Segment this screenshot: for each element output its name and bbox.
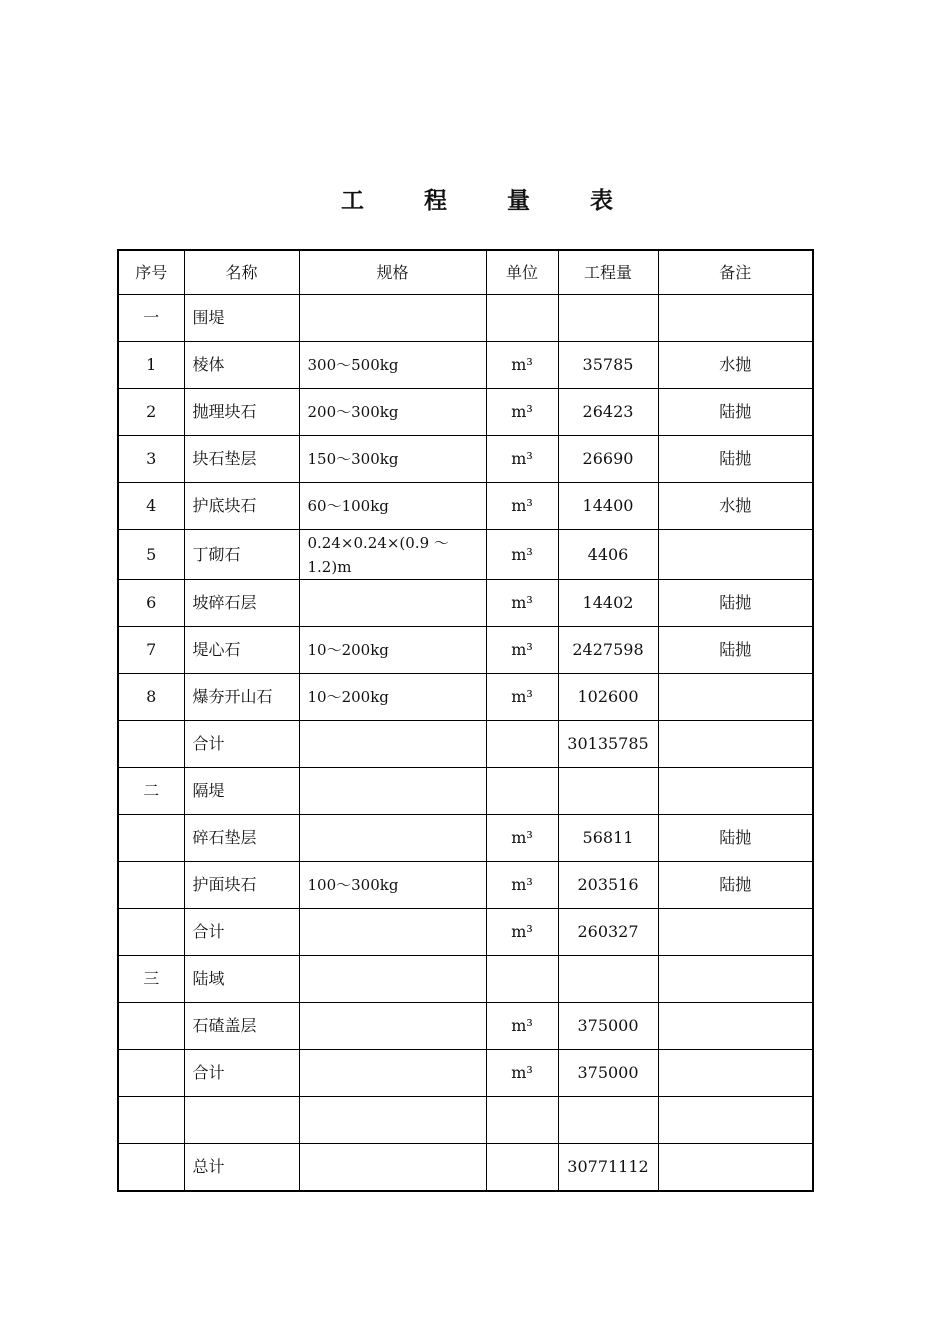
- cell-unit: m³: [486, 342, 558, 389]
- cell-unit: m³: [486, 389, 558, 436]
- cell-unit: [486, 768, 558, 815]
- table-row: [118, 1003, 813, 1050]
- table-row: [118, 342, 813, 389]
- cell-spec: [299, 1144, 486, 1192]
- header-unit: 单位: [486, 250, 558, 295]
- cell-quantity: 14400: [558, 483, 658, 530]
- table-header-row: [118, 250, 813, 295]
- cell-quantity: [558, 768, 658, 815]
- table-row: [118, 815, 813, 862]
- cell-unit: m³: [486, 909, 558, 956]
- cell-name: 石碴盖层: [184, 1003, 299, 1050]
- header-no: 序号: [118, 250, 184, 295]
- cell-name: 坡碎石层: [184, 580, 299, 627]
- cell-spec: 60～100kg: [299, 483, 486, 530]
- cell-name: 抛理块石: [184, 389, 299, 436]
- cell-note: [658, 674, 813, 721]
- table-row: [118, 627, 813, 674]
- table-row: [118, 956, 813, 1003]
- table-row: [118, 909, 813, 956]
- cell-unit: [486, 1144, 558, 1192]
- cell-note: [658, 721, 813, 768]
- cell-name: 棱体: [184, 342, 299, 389]
- table-row: [118, 721, 813, 768]
- table-row: [118, 483, 813, 530]
- cell-no: [118, 721, 184, 768]
- cell-note: [658, 530, 813, 580]
- cell-unit: m³: [486, 483, 558, 530]
- cell-name: 碎石垫层: [184, 815, 299, 862]
- cell-spec: 100～300kg: [299, 862, 486, 909]
- cell-spec: [299, 580, 486, 627]
- cell-spec: 10～200kg: [299, 674, 486, 721]
- cell-no: [118, 1144, 184, 1192]
- cell-no: 2: [118, 389, 184, 436]
- header-quantity: 工程量: [558, 250, 658, 295]
- table-row: [118, 436, 813, 483]
- cell-unit: m³: [486, 1003, 558, 1050]
- cell-note: 陆抛: [658, 389, 813, 436]
- cell-name: 丁砌石: [184, 530, 299, 580]
- table-row: [118, 1144, 813, 1192]
- cell-unit: m³: [486, 1050, 558, 1097]
- cell-quantity: [558, 295, 658, 342]
- cell-no: 二: [118, 768, 184, 815]
- cell-quantity: 30771112: [558, 1144, 658, 1192]
- cell-spec: [299, 1003, 486, 1050]
- cell-spec: 10～200kg: [299, 627, 486, 674]
- cell-no: [118, 1050, 184, 1097]
- cell-quantity: 35785: [558, 342, 658, 389]
- table-row: [118, 674, 813, 721]
- cell-spec: 300～500kg: [299, 342, 486, 389]
- cell-note: [658, 1050, 813, 1097]
- cell-unit: [486, 721, 558, 768]
- cell-note: 陆抛: [658, 627, 813, 674]
- cell-quantity: 56811: [558, 815, 658, 862]
- cell-quantity: 375000: [558, 1050, 658, 1097]
- table-row: [118, 580, 813, 627]
- cell-no: 三: [118, 956, 184, 1003]
- cell-name: 合计: [184, 909, 299, 956]
- cell-note: [658, 1097, 813, 1144]
- table-row: [118, 768, 813, 815]
- cell-name: 堤心石: [184, 627, 299, 674]
- header-name: 名称: [184, 250, 299, 295]
- cell-quantity: 26690: [558, 436, 658, 483]
- cell-note: 水抛: [658, 483, 813, 530]
- cell-no: 7: [118, 627, 184, 674]
- cell-spec: [299, 1050, 486, 1097]
- cell-note: [658, 1003, 813, 1050]
- cell-spec: 200～300kg: [299, 389, 486, 436]
- cell-note: 陆抛: [658, 580, 813, 627]
- cell-unit: m³: [486, 436, 558, 483]
- cell-unit: m³: [486, 627, 558, 674]
- cell-unit: m³: [486, 580, 558, 627]
- cell-quantity: 26423: [558, 389, 658, 436]
- cell-no: 6: [118, 580, 184, 627]
- cell-note: 陆抛: [658, 862, 813, 909]
- cell-unit: m³: [486, 674, 558, 721]
- cell-name: 总计: [184, 1144, 299, 1192]
- cell-quantity: 203516: [558, 862, 658, 909]
- cell-spec: [299, 956, 486, 1003]
- cell-name: 合计: [184, 1050, 299, 1097]
- cell-name: 隔堤: [184, 768, 299, 815]
- cell-unit: m³: [486, 530, 558, 580]
- cell-quantity: 2427598: [558, 627, 658, 674]
- cell-no: [118, 909, 184, 956]
- cell-note: 陆抛: [658, 815, 813, 862]
- cell-unit: [486, 956, 558, 1003]
- cell-quantity: [558, 956, 658, 1003]
- cell-no: [118, 815, 184, 862]
- cell-quantity: 30135785: [558, 721, 658, 768]
- cell-quantity: 14402: [558, 580, 658, 627]
- cell-note: 水抛: [658, 342, 813, 389]
- cell-quantity: 4406: [558, 530, 658, 580]
- cell-spec: 150～300kg: [299, 436, 486, 483]
- table-row: [118, 1050, 813, 1097]
- cell-note: [658, 909, 813, 956]
- cell-name: 合计: [184, 721, 299, 768]
- page-title: 工 程 量 表: [340, 188, 640, 214]
- cell-name: 块石垫层: [184, 436, 299, 483]
- cell-unit: [486, 1097, 558, 1144]
- cell-name: [184, 1097, 299, 1144]
- header-spec: 规格: [299, 250, 486, 295]
- cell-no: [118, 862, 184, 909]
- cell-no: 3: [118, 436, 184, 483]
- cell-no: 4: [118, 483, 184, 530]
- cell-no: 8: [118, 674, 184, 721]
- cell-unit: [486, 295, 558, 342]
- cell-spec: [299, 295, 486, 342]
- cell-name: 陆域: [184, 956, 299, 1003]
- cell-no: 一: [118, 295, 184, 342]
- cell-spec: [299, 815, 486, 862]
- cell-spec: [299, 909, 486, 956]
- cell-name: 爆夯开山石: [184, 674, 299, 721]
- cell-note: [658, 768, 813, 815]
- cell-quantity: 375000: [558, 1003, 658, 1050]
- table-row: [118, 389, 813, 436]
- header-note: 备注: [658, 250, 813, 295]
- cell-note: [658, 956, 813, 1003]
- cell-note: [658, 295, 813, 342]
- cell-spec: [299, 1097, 486, 1144]
- cell-spec: [299, 768, 486, 815]
- table-row: [118, 1097, 813, 1144]
- cell-name: 围堤: [184, 295, 299, 342]
- cell-no: 5: [118, 530, 184, 580]
- table-row: [118, 530, 813, 580]
- cell-quantity: 260327: [558, 909, 658, 956]
- cell-note: [658, 1144, 813, 1192]
- table-row: [118, 862, 813, 909]
- quantity-table: [117, 249, 814, 1192]
- cell-name: 护面块石: [184, 862, 299, 909]
- cell-quantity: [558, 1097, 658, 1144]
- table-row: [118, 295, 813, 342]
- cell-name: 护底块石: [184, 483, 299, 530]
- cell-spec: 0.24×0.24×(0.9 ～1.2)m: [299, 530, 486, 580]
- cell-unit: m³: [486, 862, 558, 909]
- cell-unit: m³: [486, 815, 558, 862]
- cell-no: [118, 1097, 184, 1144]
- cell-note: 陆抛: [658, 436, 813, 483]
- cell-no: 1: [118, 342, 184, 389]
- cell-quantity: 102600: [558, 674, 658, 721]
- cell-spec: [299, 721, 486, 768]
- cell-no: [118, 1003, 184, 1050]
